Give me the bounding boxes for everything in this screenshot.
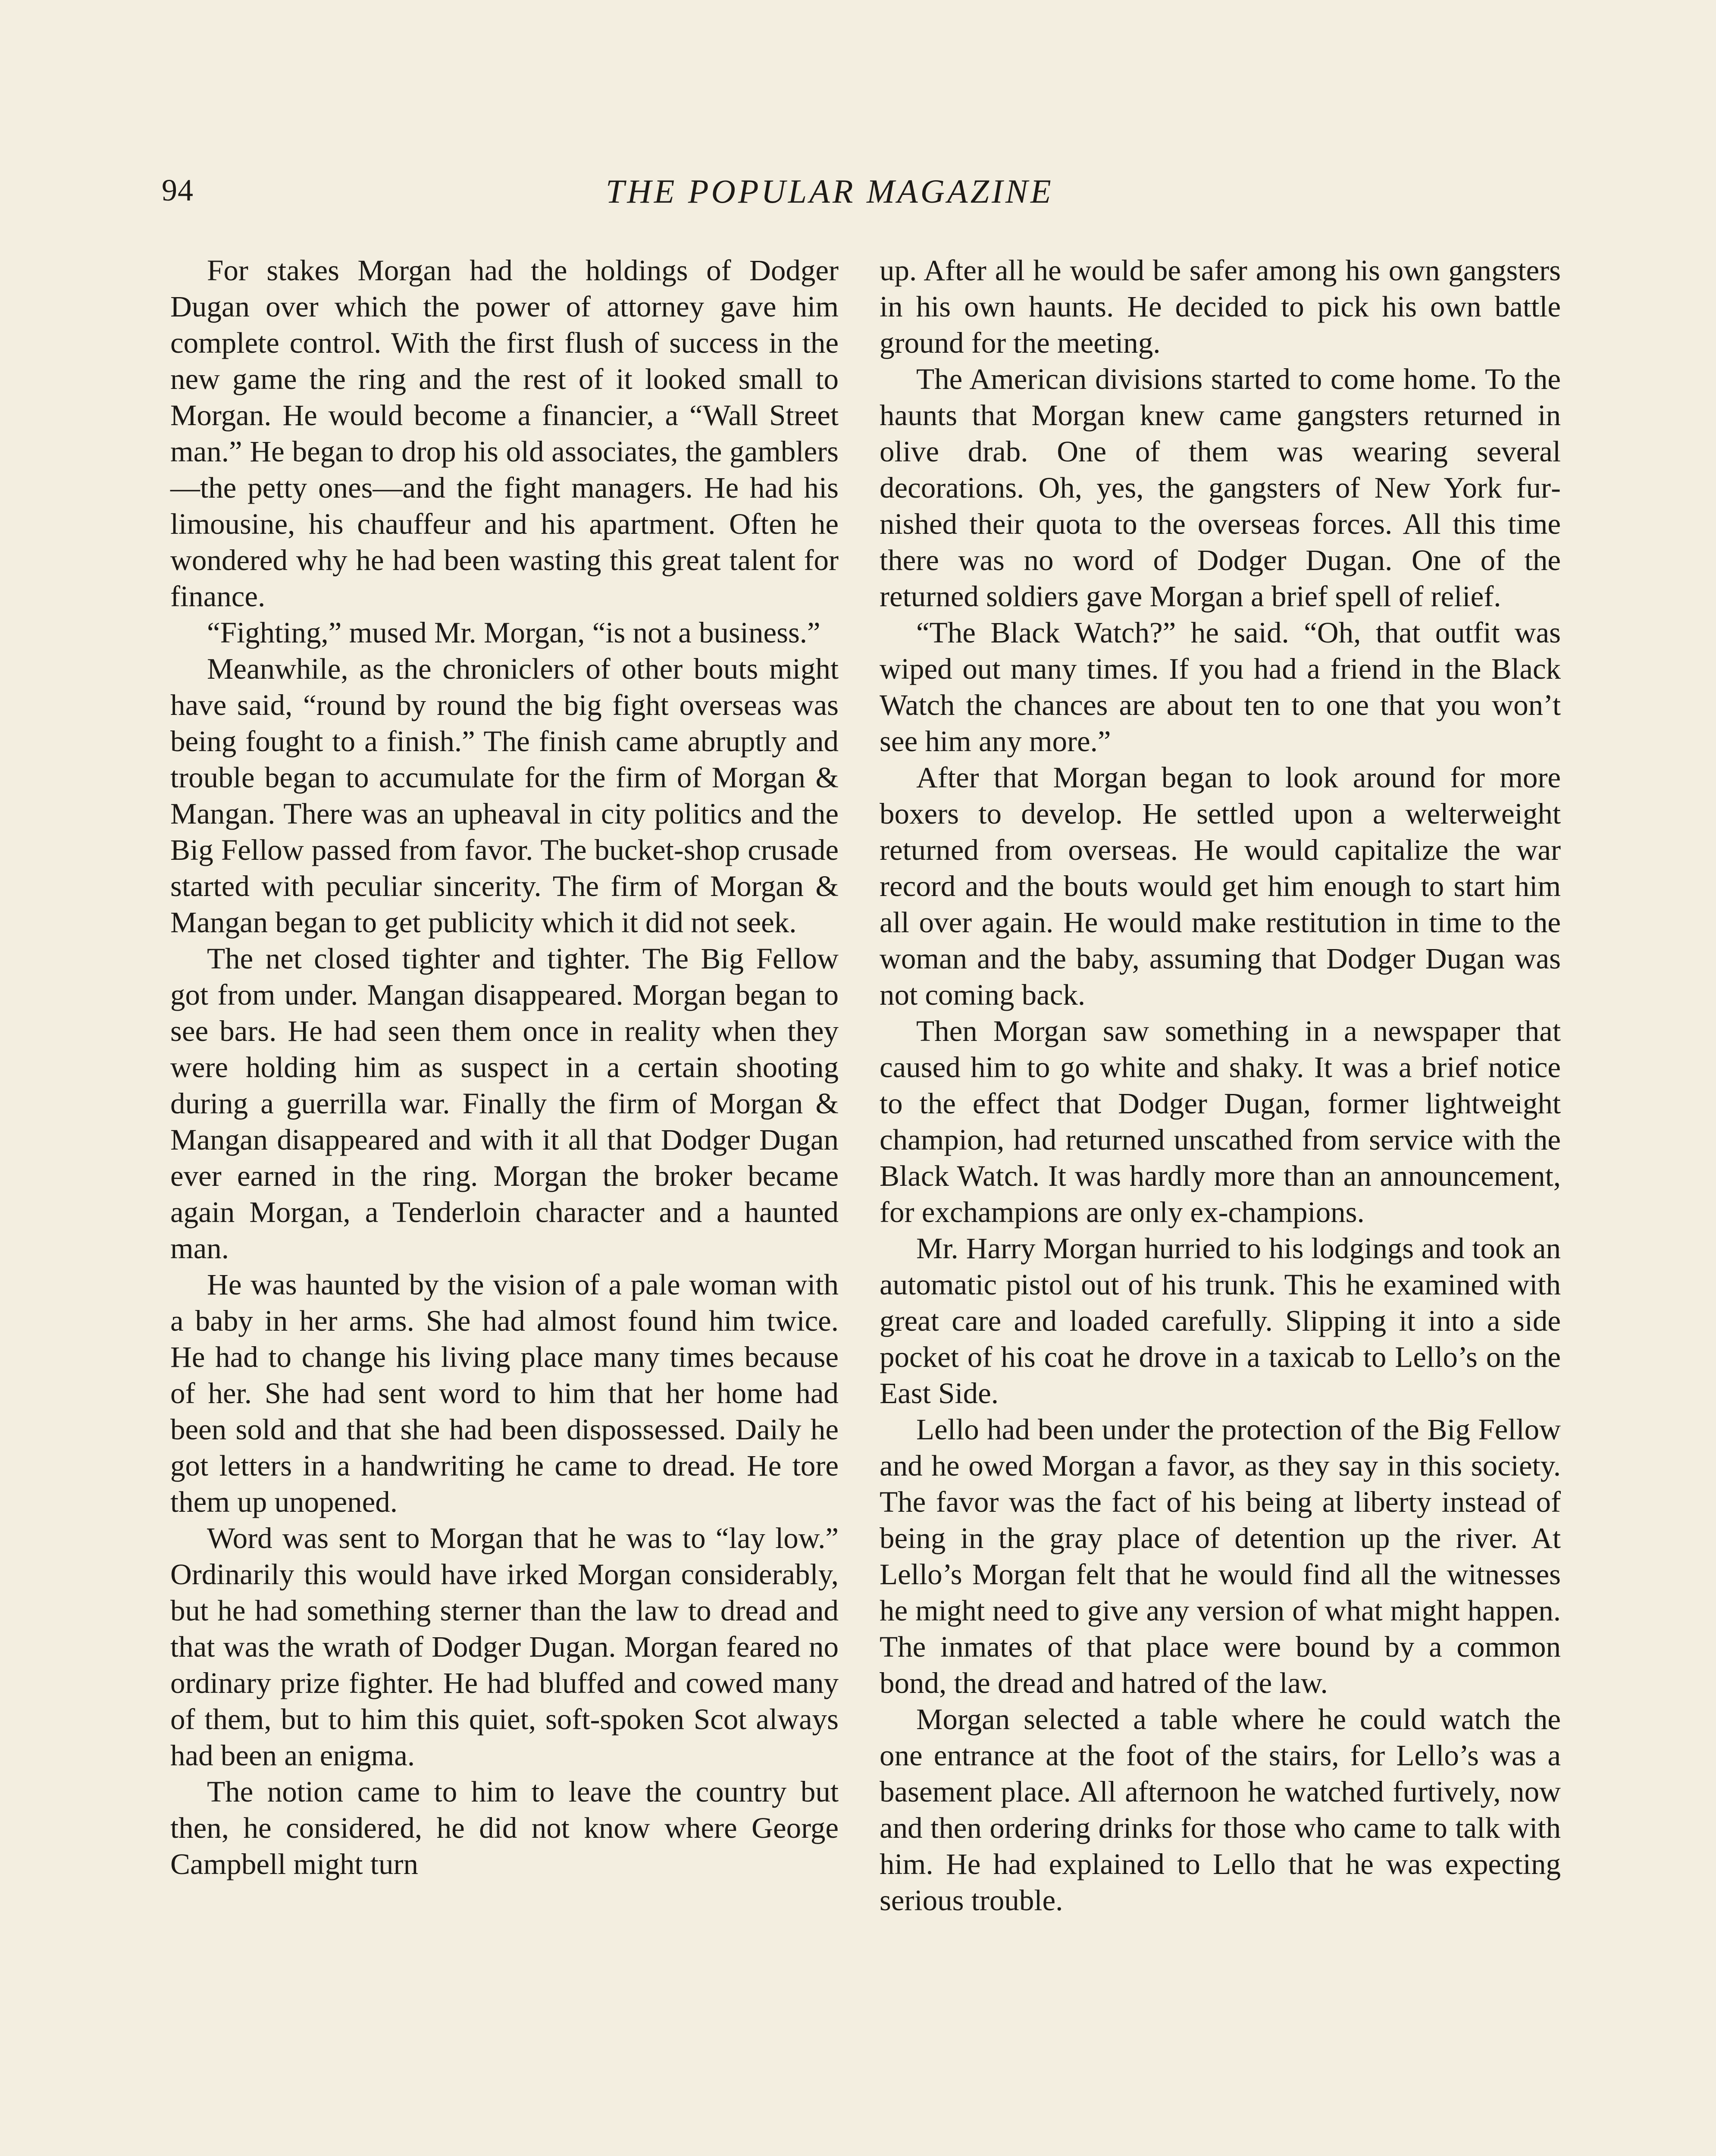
paragraph: Mr. Harry Morgan hurried to his lodgings and took an automatic pistol out of his trunk. This he examined with great care and loaded carefully. Slipping it into a side pocket of his coat he drove in a taxicab to Lello’s on the East Side. (880, 1232, 1561, 1410)
paragraph: “The Black Watch?” he said. “Oh, that outfit was wiped out many times. If you had a friend in the Black Watch the chances are about ten to one that you won’t see him any more.” (880, 616, 1561, 758)
paragraph: Morgan selected a table where he could watch the one entrance at the foot of the stairs, for Lello’s was a basement place. All afternoon he watched furtively, now and then ordering drinks for those who came to talk with him. He had explained to Lello that he was expecting serious trouble. (880, 1703, 1561, 1917)
paragraph: The American divisions started to come home. To the haunts that Morgan knew came gangsters returned in olive drab. One of them was wearing several decorations. Oh, yes, the gangsters of New York furnished their quota to the overseas forces. All this time there was no word of Dodger Dugan. One of the returned soldiers gave Morgan a brief spell of relief. (880, 363, 1561, 613)
page-number: 94 (162, 173, 194, 207)
paragraph: For stakes Morgan had the holdings of Dodger Dugan over which the power of attorney gave him complete control. With the first flush of success in the new game the ring and the rest of it looked small to Morgan. He would become a financier, a “Wall Street man.” He began to drop his old associates, the gamblers—the petty ones—and the fight managers. He had his limousine, his chauffeur and his apartment. Often he wondered why he had been wasting this great talent for finance. (170, 254, 839, 613)
paragraph: Then Morgan saw something in a newspaper that caused him to go white and shaky. It was a brief notice to the effect that Dodger Dugan, former lightweight champion, had returned unscathed from service with the Black Watch. It was hardly more than an announcement, for exchampions are only ex-champions. (880, 1015, 1561, 1228)
paragraph: Lello had been under the protection of the Big Fellow and he owed Morgan a favor, as they say in this society. The favor was the fact of his being at liberty instead of being in the gray place of detention up the river. At Lello’s Morgan felt that he would find all the witnesses he might need to give any version of what might happen. The inmates of that place were bound by a common bond, the dread and hatred of the law. (880, 1413, 1561, 1699)
paragraph: Word was sent to Morgan that he was to “lay low.” Ordinarily this would have irked Morgan considerably, but he had something sterner than the law to dread and that was the wrath of Dodger Dugan. Morgan feared no ordinary prize fighter. He had bluffed and cowed many of them, but to him this quiet, soft-spoken Scot always had been an enigma. (170, 1522, 839, 1772)
paragraph: “Fighting,” mused Mr. Morgan, “is not a business.” (207, 616, 820, 649)
left-column (170, 252, 839, 1882)
paragraph: He was haunted by the vision of a pale woman with a baby in her arms. She had almost found him twice. He had to change his living place many times because of her. She had sent word to him that her home had been sold and that she had been dispossessed. Daily he got letters in a handwriting he came to dread. He tore them up unopened. (170, 1268, 839, 1518)
running-head: THE POPULAR MAGAZINE (606, 172, 1054, 210)
paragraph: Meanwhile, as the chroniclers of other bouts might have said, “round by round the big fight overseas was being fought to a finish.” The finish came abruptly and trouble began to accumulate for the firm of Morgan & Mangan. There was an upheaval in city politics and the Big Fellow passed from favor. The bucket-shop crusade started with peculiar sincerity. The firm of Morgan & Mangan began to get publicity which it did not seek. (170, 652, 839, 939)
paragraph: The notion came to him to leave the country but then, he considered, he did not know where George Campbell might turn (170, 1775, 839, 1880)
right-column (880, 252, 1561, 1918)
paragraph: The net closed tighter and tighter. The Big Fellow got from under. Mangan disappeared. Morgan began to see bars. He had seen them once in reality when they were holding him as suspect in a certain shooting during a guerrilla war. Finally the firm of Morgan & Mangan disappeared and with it all that Dodger Dugan ever earned in the ring. Morgan the broker became again Morgan, a Tenderloin character and a haunted man. (170, 942, 839, 1265)
paragraph-continued: up. After all he would be safer among his own gangsters in his own haunts. He decided to pick his own battle ground for the meeting. (880, 254, 1561, 359)
paragraph: After that Morgan began to look around for more boxers to develop. He settled upon a welterweight returned from overseas. He would capitalize the war record and the bouts would get him enough to start him all over again. He would make restitution in time to the woman and the baby, assuming that Dodger Dugan was not coming back. (880, 761, 1561, 1011)
